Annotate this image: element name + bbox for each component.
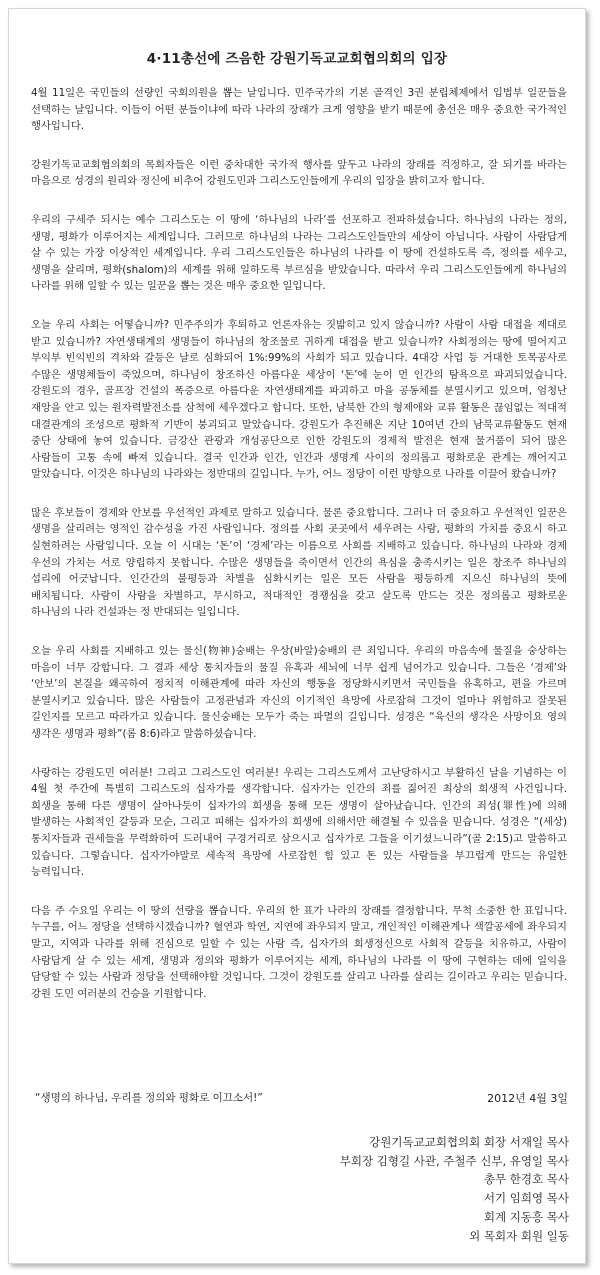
signature-line: 부회장 김형길 사관, 주철주 신부, 유영일 목사	[339, 1153, 569, 1168]
signature-line: 회계 지동흥 목사	[483, 1209, 569, 1224]
signature-line: 서기 임희영 목사	[483, 1191, 569, 1206]
paragraph-2: 강원기독교교회협의회의 목회자들은 이런 중차대한 국가적 행사를 앞두고 나라의 장래를 걱정하고, 잘 되기를 바라는 마음으로 성경의 원리와 정신에 비추어 강원도민과 그리스도인들에게 우리의 입장을 밝히고자 합니다.	[31, 158, 567, 188]
signature-block	[239, 1133, 569, 1245]
signature-line: 강원기독교교회협의회 회장 서재일 목사	[369, 1135, 569, 1149]
document-date: 2012년 4월 3일	[487, 1092, 568, 1105]
paragraph-1: 4월 11일은 국민들의 선량인 국회의원을 뽑는 날입니다. 민주국가의 기본 골격인 3권 분립체제에서 입법부 일꾼들을 선택하는 날입니다. 이들이 어떤 분들이냐에 따라 나라의 장래가 크게 영향을 받기 때문에 총선은 매우 중요한 국가적인 행사입니다.	[31, 87, 567, 133]
paragraph-5: 많은 후보들이 경제와 안보를 우선적인 과제로 말하고 있습니다. 물론 중요합니다. 그러나 더 중요하고 우선적인 일꾼은 생명을 살리려는 영적인 감수성을 가진 사람입니다. 정의를 사회 곳곳에서 세우려는 사람, 평화의 가치를 중요시 하고 실현하려는 사람입니다. 오늘 이 시대는 ‘돈’이 ‘경제’라는 이름으로 사회를 지배하고 있습니다. 하나님의 나라와 경제 우선의 가치는 서로 양립하지 못합니다. 수많은 생명들을 죽이면서 인간의 욕심을 충족시키는 일은 창조주 하나님의 섭리에 어긋납니다. 인간간의 불평등과 차별을 심화시키는 일은 모든 사람을 평등하게 지으신 하나님의 뜻에 배치됩니다. 사람이 사람을 차별하고, 무시하고, 적대적인 경쟁심을 갖고 살도록 만드는 것은 정의롭고 평화로운 하나님의 나라 건설과는 정 반대되는 일입니다.	[31, 506, 567, 619]
document-title: 4·11총선에 즈음한 강원기독교교회협의회의 입장	[146, 51, 448, 67]
paragraph-4: 오늘 우리 사회는 어떻습니까? 민주주의가 후퇴하고 언론자유는 짓밟히고 있지 않습니까? 사람이 사람 대접을 제대로 받고 있습니까? 자연생태계의 생명들이 하나님의 창조물로 귀하게 대접을 받고 있습니까? 사회정의는 땅에 떨어지고 부익부 빈익빈의 격차와 갈등은 날로 심화되어 1%:99%의 사회가 되고 있습니다. 4대강 사업 등 거대한 토목공사로 수많은 생명체들이 죽었으며, 하나님이 창조하신 아름다운 세상이 ‘돈’에 눈이 먼 인간의 탐욕으로 파괴되었습니다. 강원도의 경우, 골프장 건설의 폭증으로 아름다운 자연생태계를 파괴하고 마을 공동체를 분열시키고 있으며, 엄청난 재앙을 안고 있는 원자력발전소를 삼척에 세우겠다고 합니다. 또한, 남북한 간의 형제애와 교류 활동은 끊임없는 적대적 대결관계의 조성으로 평화적 기반이 붕괴되고 말았습니다. 강원도가 추진해온 지난 10여년 간의 남북교류활동도 현재 중단 상태에 놓여 있습니다. 금강산 관광과 개성공단으로 인한 강원도의 경제적 발전은 현재 물거품이 되어 많은 사람들이 고통 속에 빠져 있습니다. 결국 인간과 인간, 인간과 생명계 사이의 정의롭고 평화로운 관계는 깨어지고 말았습니다. 이것은 하나님의 나라와는 정반대의 길입니다. 누가, 어느 정당이 이런 방향으로 나라를 이끌어 왔습니까?	[31, 318, 567, 481]
paragraph-7: 사랑하는 강원도민 여러분! 그리고 그리스도인 여러분! 우리는 그리스도께서 고난당하시고 부활하신 날을 기념하는 이 4월 첫 주간에 특별히 그리스도의 십자가를 생각합니다. 십자가는 인간의 죄를 짊어진 최상의 희생적 사건입니다. 희생을 통해 다른 생명이 살아나듯이 십자가의 희생을 통해 모든 생명이 살아났습니다. 인간의 죄성(罪性)에 의해 발생하는 사회적인 갈등과 모순, 그리고 피해는 십자가의 희생에 의해서만 해결될 수 있음을 믿습니다. 성경은 “(세상)통치자들과 권세들을 무력화하여 드러내어 구경거리로 삼으시고 십자가로 그들을 이기셨느니라”(골 2:15)고 말씀하고 있습니다. 그렇습니다. 십자가야말로 세속적 욕망에 사로잡힌 힘 있고 돈 있는 사람들을 부끄럽게 만드는 유일한 능력입니다.	[31, 766, 567, 879]
paragraph-8: 다음 주 수요일 우리는 이 땅의 선량을 뽑습니다. 우리의 한 표가 나라의 장래를 결정합니다. 무척 소중한 한 표입니다. 누구를, 어느 정당을 선택하시겠습니까? 혈연과 학연, 지연에 좌우되지 말고, 개인적인 이해관계나 색깔공세에 좌우되지 말고, 지역과 나라를 위해 진심으로 일할 수 있는 사람 즉, 십자가의 희생정신으로 사회적 갈등을 치유하고, 사람이 사람답게 살 수 있는 세계, 생명과 정의와 평화가 이루어지는 세계, 하나님의 나라를 이 땅에 구현하는 데에 일익을 담당할 수 있는 사람과 정당을 선택해야할 것입니다. 그것이 강원도를 살리고 나라를 살리는 길이라고 우리는 믿습니다. 강원 도민 여러분의 건승을 기원합니다.	[31, 904, 567, 1000]
signature-line: 총무 한경호 목사	[483, 1172, 569, 1187]
document-body	[31, 85, 567, 1024]
paragraph-3: 우리의 구세주 되시는 예수 그리스도는 이 땅에 ‘하나님의 나라’를 선포하고 전파하셨습니다. 하나님의 나라는 정의, 생명, 평화가 이루어지는 세계입니다. 그러므로 하나님의 나라는 그리스도인들만의 세상이 아닙니다. 사람이 사람답게 살 수 있는 가장 이상적인 세계입니다. 우리 그리스도인들은 하나님의 나라를 이 땅에 건설하도록 즉, 정의를 세우고, 생명을 살리며, 평화(shalom)의 세계를 위해 일하도록 부르심을 받았습니다. 따라서 우리 그리스도인들에게 하나님의 나라를 위해 일할 수 있는 일꾼을 뽑는 것은 매우 중요한 일입니다.	[31, 213, 567, 293]
document-page	[8, 8, 586, 1264]
paragraph-6: 오늘 우리 사회를 지배하고 있는 물신(物神)숭배는 우상(바알)숭배의 큰 죄입니다. 우리의 마음속에 물질을 숭상하는 마음이 너무 강합니다. 그 결과 세상 통치자들의 물질 유혹과 세뇌에 너무 쉽게 넘어가고 있습니다. 그들은 ‘경제’와 ‘안보’의 본질을 왜곡하여 정치적 이해관계에 따라 자신의 행동을 정당화시키면서 국민들을 유혹하고, 편을 가르며 분열시키고 있습니다. 많은 사람들이 고정관념과 자신의 이기적인 욕망에 사로잡혀 그것이 얼마나 위험하고 잘못된 길인지를 모르고 따라가고 있습니다. 물신숭배는 모두가 죽는 파멸의 길입니다. 성경은 “육신의 생각은 사망이요 영의 생각은 생명과 평화”(롬 8:6)라고 말씀하셨습니다.	[31, 645, 567, 740]
closing-quote: “생명의 하나님, 우리를 정의와 평화로 이끄소서!”	[35, 1092, 263, 1104]
signature-line: 외 목회자 회원 일동	[469, 1228, 569, 1243]
